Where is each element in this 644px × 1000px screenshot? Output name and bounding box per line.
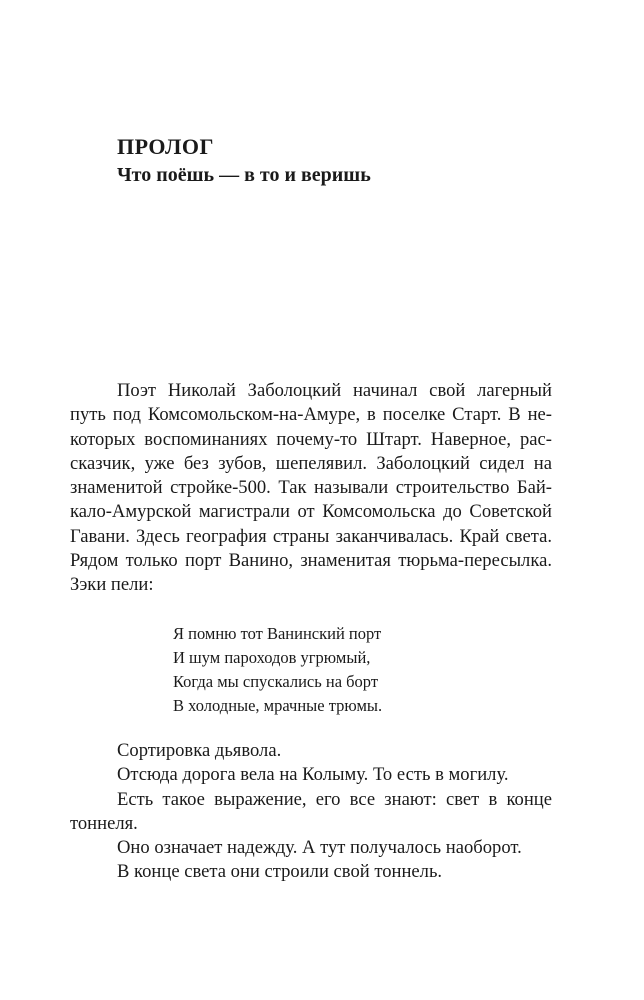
verse-line: И шум пароходов угрюмый, (173, 648, 371, 667)
paragraph: Есть такое выражение, его все знают: свет в конце тоннеля. (70, 788, 552, 834)
chapter-subtitle: Что поёшь — в то и веришь (117, 164, 371, 186)
paragraph: Сортировка дьявола. (117, 740, 282, 761)
prose-block-top (70, 379, 552, 598)
prose-block-bottom (70, 739, 552, 885)
verse-line: Когда мы спускались на борт (173, 672, 379, 691)
paragraph: Поэт Николай Заболоцкий начинал свой лагерный путь под Комсомольском-на-Амуре, в поселке Старт. В некоторых воспоминаниях почему-то Штарт. Наверное, рассказчик, уже без зубов, шепелявил. Заболоцкий сидел на знаменитой стройке-500. Так называли строительство Байкало-Амурской магистрали от Комсомольска до Советской Гавани. Здесь география страны заканчивалась. Край света. Рядом только порт Ванино, знаменитая тюрьма-пересылка. Зэки пели: (70, 380, 552, 596)
chapter-title: ПРОЛОГ (117, 134, 214, 159)
paragraph: Оно означает надежду. А тут получалось наоборот. (117, 837, 522, 859)
paragraph: В конце света они строили свой тоннель. (117, 861, 443, 883)
verse-quote (173, 622, 382, 718)
verse-line: В холодные, мрачные трюмы. (173, 696, 383, 715)
paragraph: Отсюда дорога вела на Колыму. То есть в могилу. (117, 764, 509, 786)
verse-line: Я помню тот Ванинский порт (173, 624, 382, 643)
